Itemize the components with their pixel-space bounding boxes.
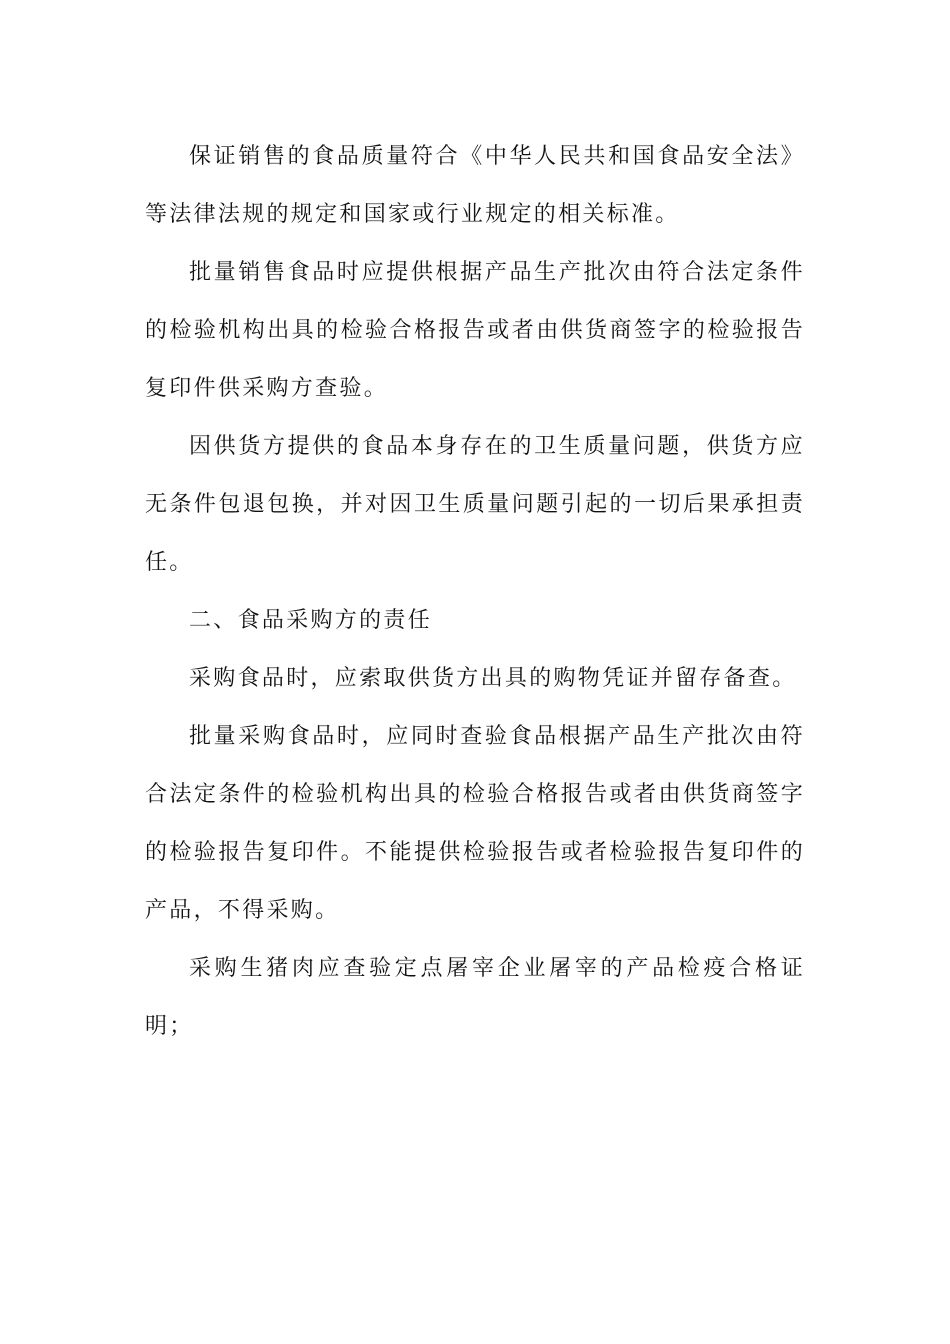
paragraph-quality-compliance: 保证销售的食品质量符合《中华人民共和国食品安全法》等法律法规的规定和国家或行业规定的相关标准。	[145, 144, 805, 227]
paragraph-supplier-returns: 因供货方提供的食品本身存在的卫生质量问题，供货方应无条件包退包换，并对因卫生质量问题引起的一切后果承担责任。	[145, 434, 805, 575]
paragraph-purchase-receipt: 采购食品时，应索取供货方出具的购物凭证并留存备查。	[189, 666, 797, 691]
paragraph-batch-sales-inspection: 批量销售食品时应提供根据产品生产批次由符合法定条件的检验机构出具的检验合格报告或者由供货商签字的检验报告复印件供采购方查验。	[145, 260, 805, 401]
section-heading-purchaser-responsibility: 二、食品采购方的责任	[189, 608, 433, 633]
document-body	[145, 128, 805, 1056]
paragraph-batch-purchase-inspection: 批量采购食品时，应同时查验食品根据产品生产批次由符合法定条件的检验机构出具的检验合格报告或者由供货商签字的检验报告复印件。不能提供检验报告或者检验报告复印件的产品，不得采购。	[145, 724, 805, 923]
paragraph-pork-quarantine: 采购生猪肉应查验定点屠宰企业屠宰的产品检疫合格证明；	[145, 956, 805, 1039]
